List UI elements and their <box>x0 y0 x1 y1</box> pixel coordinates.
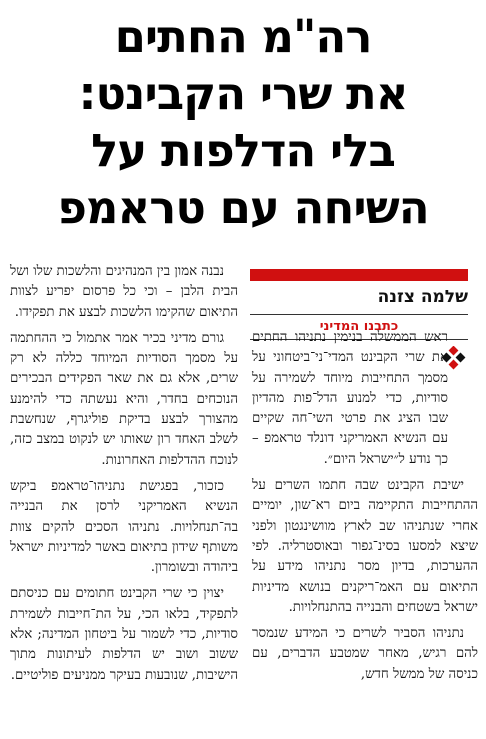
article-paragraph: ישיבת הקבינט שבה חתמו השרים על ההתחייבות התקיימה ביום רא־שון, יומיים אחרי שנתניהו שב לארץ מוושינגטון ולפני שיצא למסעו בסינ־גפור ובאוסטרליה. לפי ההערכות, בדיון מסר נתניהו מידע על התיאום עם האמ־ריקנים בנושא מדיניות ישראל בשטחים והבנייה בהתנחלויות. <box>252 478 478 615</box>
byline-role: כתבנו המדיני <box>319 319 399 334</box>
headline-line-2: את שרי הקבינט: <box>78 67 408 120</box>
headline-line-4: השיחה עם טראמפ <box>57 181 429 234</box>
headline <box>6 8 480 236</box>
article-paragraph: יצוין כי שרי הקבינט חתומים עם כניסתם לתפקיד, בלאו הכי, על הת־חייבות לשמירת סודיות, כדי לשמור על ביטחון המדינה; אלא ששוב ושוב יש הדלפות לעיתונות מתוך הישיבות, שנובעות בעיקר ממניעים פוליטיים. <box>10 586 238 683</box>
article-paragraph: ראש הממשלה בנימין נתניהו החתים את שרי הקבינט המדי־ני־ביטחוני על מסמך התחייבות מיוחד לשמירה על סודיות, כדי למנוע הדל־פות מהדיון שבו הציג את פרטי השי־חה שקיים עם הנשיא האמריקני דונלד טראמפ – כך נודע ל״ישראל היום״. <box>252 330 448 467</box>
article-column-left <box>10 262 238 686</box>
article-paragraph: נתניהו הסביר לשרים כי המידע שנמסר להם רגיש, מאחר שמטבע הדברים, עם כניסה של ממשל חדש, <box>252 626 478 682</box>
byline-author: שלמה צזנה <box>377 287 468 307</box>
byline-divider <box>250 314 468 315</box>
article-paragraph: כזכור, בפגישת נתניהו־טראמפ ביקש הנשיא האמריקני לרסן את הבנייה בה־תנחלויות. נתניהו הסכים להקים צוות משותף שידון בתיאום באשר למדיניות ישראל ביהודה ובשומרון. <box>10 478 238 576</box>
headline-line-1: רה"מ החתים <box>114 10 372 63</box>
article-paragraph: נבנה אמון בין המנהיגים והלשכות שלו ושל הבית הלבן – וכי כל פרסום יפריע לצוות התיאום שהקימו הלשכות לבצע את תפקידו. <box>10 264 238 320</box>
article-paragraph: גורם מדיני בכיר אמר אתמול כי ההחתמה על מסמך הסודיות המיוחד כללה לא רק שרים, אלא גם את שאר הפקידים הבכירים הנוכחים בחדר, והיא נעשתה כדי להימנע מהצורך לבצע בדיקת פוליגרף, שנחשבת לשלב האחד רון שאותו יש לנקוט במצב כזה, לנוכח ההדלפות האחרונות. <box>10 330 238 468</box>
headline-line-3: בלי הדלפות על <box>91 124 395 177</box>
article-column-right <box>252 328 478 685</box>
byline-red-bar <box>250 269 468 281</box>
